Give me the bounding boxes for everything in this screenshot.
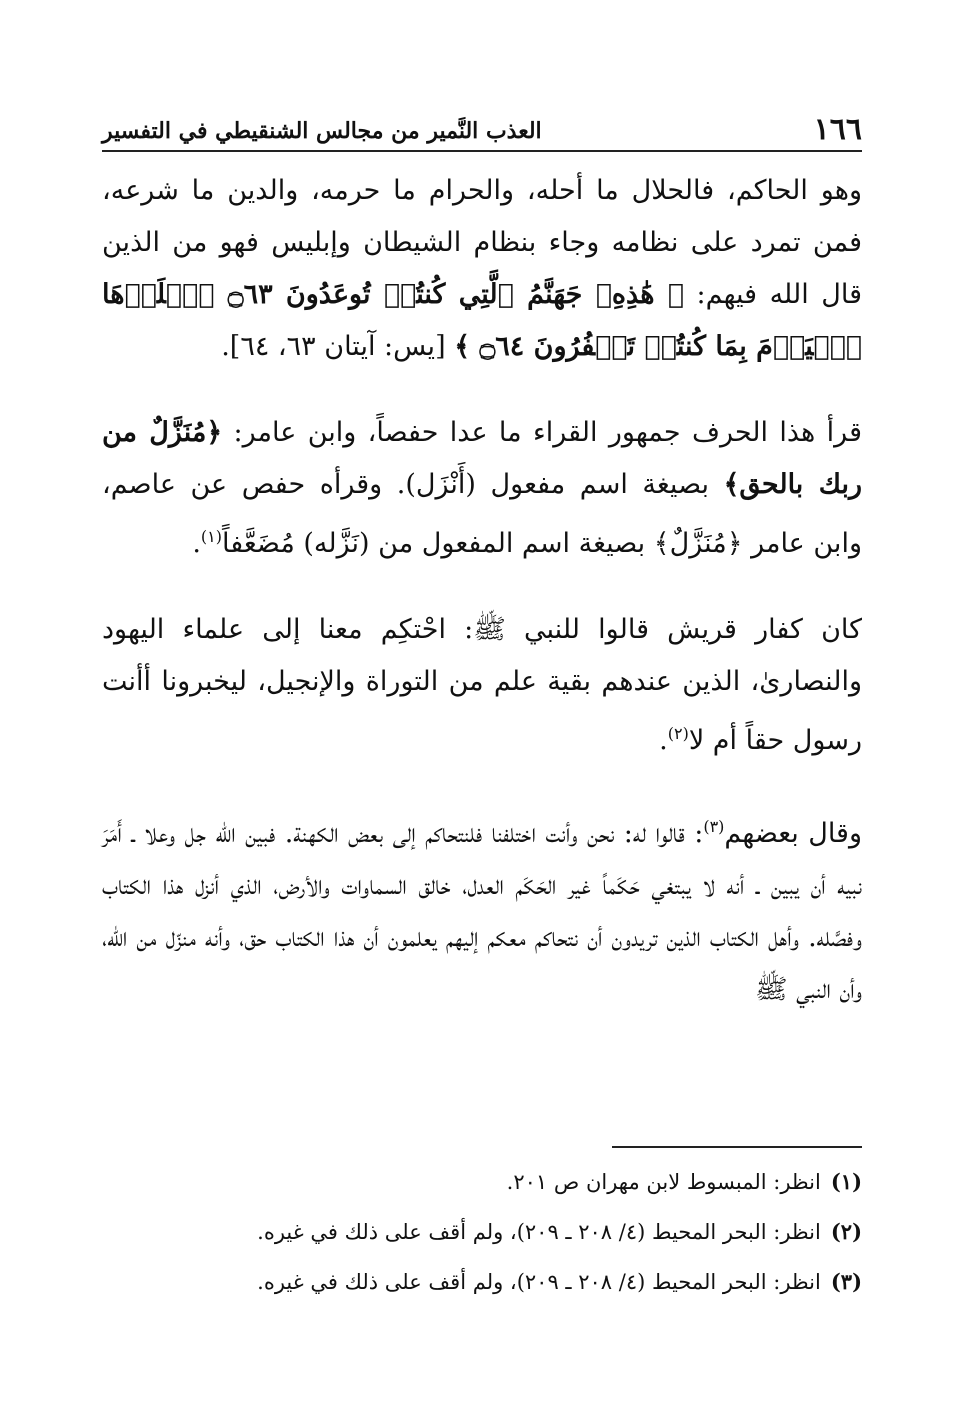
quran-verse: ﴿ هَٰذِهِۦ جَهَنَّمُ ٱلَّتِي كُنتُمۡ تُوعَدُونَ ۝٦٣ ٱصۡلَوۡهَا ٱلۡيَوۡمَ بِمَا كُنتُمۡ تَكۡفُرُونَ ۝٦٤ ﴾ — [102, 279, 862, 362]
quran-reading: ﴿مُنَزَّلٌ من ربك بالحق﴾ — [102, 417, 862, 500]
header-rule — [102, 150, 862, 152]
footnote-marker[interactable]: (٣) — [703, 817, 725, 836]
footnote-text: انظر: المبسوط لابن مهران ص ٢٠١. — [506, 1170, 821, 1194]
paragraph-end: . — [192, 528, 201, 559]
page-number: ١٦٦ — [813, 112, 862, 147]
paragraph-text: وهو الحاكم، فالحلال ما أحله، والحرام ما حرمه، والدين ما شرعه، فمن تمرد على نظامه وجاء بنظام الشيطان وإبليس فهو من الذين قال الله فيهم: — [102, 175, 862, 310]
footnote-2 — [102, 1210, 862, 1254]
footnote-marker[interactable]: (٢) — [667, 724, 689, 743]
footnote-text: انظر: البحر المحيط (٤/ ٢٠٨ ـ ٢٠٩)، ولم أقف على ذلك في غيره. — [257, 1270, 821, 1294]
footnote-text: انظر: البحر المحيط (٤/ ٢٠٨ ـ ٢٠٩)، ولم أقف على ذلك في غيره. — [257, 1220, 821, 1244]
paragraph-2 — [102, 407, 862, 570]
paragraph-text: وقال بعضهم — [724, 818, 862, 849]
footnote-marker[interactable]: (١) — [200, 527, 223, 546]
paragraph-3 — [102, 604, 862, 767]
footnote-1 — [102, 1160, 862, 1204]
paragraph-text: قرأ هذا الحرف جمهور القراء ما عدا حفصاً، وابن عامر: — [222, 417, 862, 448]
paragraph-end: . — [659, 725, 668, 756]
footnotes — [102, 1160, 862, 1310]
footnote-3 — [102, 1260, 862, 1304]
footnote-rule — [612, 1146, 862, 1148]
paragraph-1 — [102, 165, 862, 373]
main-text — [102, 165, 862, 1050]
running-title: العذب النَّمير من مجالس الشنقيطي في التفسير — [102, 118, 542, 144]
verse-reference: [يس: آيتان ٦٣، ٦٤]. — [221, 331, 455, 362]
paragraph-text: بصيغة اسم مفعول (أَنْزَل). وقرأه حفص عن عاصم، وابن عامر ﴿مُنَزَّلٌ﴾ بصيغة اسم المفعول من (نَزَّله) مُضَعَّفاً — [102, 469, 862, 559]
paragraph-text: كان كفار قريش قالوا للنبي ﷺ: احْتكِم معنا إلى علماء اليهود والنصارىٰ، الذين عندهم بقية علم من التوراة والإنجيل، ليخبرونا أأنت رسول حقاً أم لا — [102, 614, 862, 756]
footnote-number: (١) — [830, 1169, 862, 1194]
footnote-number: (٣) — [830, 1269, 862, 1294]
paragraph-4 — [102, 801, 862, 1016]
footnote-number: (٢) — [830, 1219, 862, 1244]
page-header — [102, 112, 862, 148]
paragraph-text: : قالوا له: نحن وأنت اختلفنا فلنتحاكم إلى بعض الكهنة. فبين الله جل وعلا ـ أَمَرَ نبيه أن يبين ـ أنه لا يبتغي حَكَماً غير الحَكَم العدل، خالق السماوات والأرض، الذي أنزل هذا الكتاب وفصَّله. وأهل الكتاب الذين تريدون أن نتحاكم معكم إليهم يعلمون أن هذا الكتاب حق، وأنه منزّل من الله، وأن النبي ﷺ — [102, 818, 862, 1005]
